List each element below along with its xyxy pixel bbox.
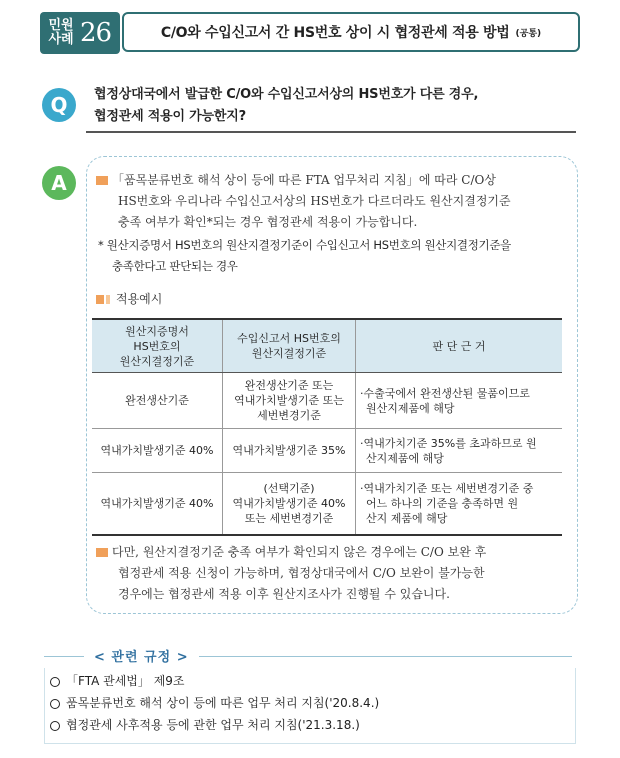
cell-line: 완전생산기준	[125, 394, 189, 407]
table-row	[92, 373, 562, 429]
case-label-line1: 민원	[48, 18, 74, 33]
footnote-line: 충족한다고 판단되는 경우	[112, 259, 238, 273]
table-header-co	[92, 319, 223, 373]
footnote-line: * 원산지증명서 HS번호의 원산지결정기준이 수입신고서 HS번호의 원산지결정기준을	[98, 238, 511, 252]
cell-co	[92, 429, 223, 473]
related-item-text: 협정관세 사후적용 등에 관한 업무 처리 지침('21.3.18.)	[66, 718, 360, 732]
example-heading-text: 적용예시	[116, 292, 163, 306]
cell-import	[223, 429, 356, 473]
cell-line: 역내가치발생기준 40%	[232, 496, 346, 510]
question-line: 협정관세 적용이 가능한지?	[94, 109, 246, 124]
question-text	[94, 84, 574, 128]
cell-co	[92, 473, 223, 535]
answer-paragraph	[96, 170, 572, 233]
circle-bullet-icon	[50, 721, 60, 731]
answer-paragraph	[96, 542, 572, 605]
cell-line: ·수출국에서 완전생산된 물품이므로	[360, 386, 530, 400]
list-item	[50, 714, 580, 736]
page-title: C/O와 수입신고서 간 HS번호 상이 시 협정관세 적용 방법	[160, 25, 510, 41]
table-header-row	[92, 319, 562, 373]
answer-line: 협정관세 적용 신청이 가능하며, 협정상대국에서 C/O 보완이 불가능한	[118, 566, 485, 580]
related-title: < 관련 규정 >	[84, 646, 199, 665]
circle-bullet-icon	[50, 699, 60, 709]
cell-line: 세번변경기준	[257, 409, 321, 422]
header-line: 원산지결정기준	[251, 347, 327, 360]
header-line: 원산지증명서	[125, 324, 189, 338]
cell-co	[92, 373, 223, 429]
bullet-square-icon	[96, 295, 104, 304]
question-line: 협정상대국에서 발급한 C/O와 수입신고서상의 HS번호가 다른 경우,	[94, 87, 479, 102]
question-icon: Q	[42, 88, 76, 122]
cell-import	[223, 473, 356, 535]
cell-line: 또는 세번변경기준	[244, 511, 334, 525]
cell-line: 완전생산기준 또는	[244, 379, 334, 392]
list-item	[50, 692, 580, 714]
table-row	[92, 473, 562, 535]
cell-line: 역내가치발생기준 40%	[100, 444, 214, 457]
case-label	[44, 19, 78, 47]
table-header-reason	[356, 319, 563, 373]
example-heading	[96, 290, 162, 307]
bullet-square-icon	[96, 548, 108, 557]
answer-line: 충족 여부가 확인*되는 경우 협정관세 적용이 가능합니다.	[118, 215, 418, 229]
cell-line: 산지 제품에 해당	[366, 511, 448, 525]
question-divider	[86, 131, 576, 133]
related-item-text: 품목분류번호 해석 상이 등에 따른 업무 처리 지침('20.8.4.)	[66, 696, 380, 710]
cell-line: 산지제품에 해당	[366, 451, 444, 465]
page-title-box	[122, 12, 580, 52]
answer-line: 다만, 원산지결정기준 충족 여부가 확인되지 않은 경우에는 C/O 보완 후	[112, 545, 487, 559]
case-label-line2: 사례	[48, 32, 74, 47]
answer-line: 경우에는 협정관세 적용 이후 원산지조사가 진행될 수 있습니다.	[118, 587, 450, 601]
header-line: HS번호의	[133, 339, 181, 353]
cell-line: ·역내가치기준 또는 세번변경기준 중	[360, 481, 534, 495]
header-line: 판 단 근 거	[432, 339, 486, 353]
circle-bullet-icon	[50, 677, 60, 687]
cell-import	[223, 373, 356, 429]
cell-line: ·역내가치기준 35%를 초과하므로 원	[360, 436, 537, 450]
cell-line: 역내가치발생기준 또는	[234, 394, 344, 407]
bullet-square-light-icon	[106, 295, 110, 304]
cell-line: 역내가치발생기준 40%	[100, 496, 214, 510]
table-header-import	[223, 319, 356, 373]
example-table	[92, 318, 562, 536]
cell-line: 원산지제품에 해당	[366, 401, 455, 415]
header-line: 원산지결정기준	[119, 354, 195, 368]
cell-reason	[356, 429, 563, 473]
header-line: 수입신고서 HS번호의	[237, 332, 341, 345]
bullet-square-icon	[96, 176, 108, 185]
list-item	[50, 670, 580, 692]
table-row	[92, 429, 562, 473]
case-badge	[40, 12, 120, 54]
answer-footnote	[98, 235, 574, 277]
cell-line: 역내가치발생기준 35%	[232, 444, 346, 457]
related-list	[50, 670, 580, 736]
case-number: 26	[80, 18, 112, 48]
cell-line: (선택기준)	[263, 481, 315, 495]
cell-reason	[356, 373, 563, 429]
answer-line: 「품목분류번호 해석 상이 등에 따른 FTA 업무처리 지침」에 따라 C/O상	[112, 173, 496, 187]
related-item-text: 「FTA 관세법」 제9조	[66, 674, 185, 688]
cell-reason	[356, 473, 563, 535]
answer-line: HS번호와 우리나라 수입신고서상의 HS번호가 다르더라도 원산지결정기준	[118, 194, 511, 208]
page-title-suffix: (공통)	[515, 28, 542, 39]
cell-line: 어느 하나의 기준을 충족하면 원	[366, 496, 519, 510]
answer-icon: A	[42, 166, 76, 200]
